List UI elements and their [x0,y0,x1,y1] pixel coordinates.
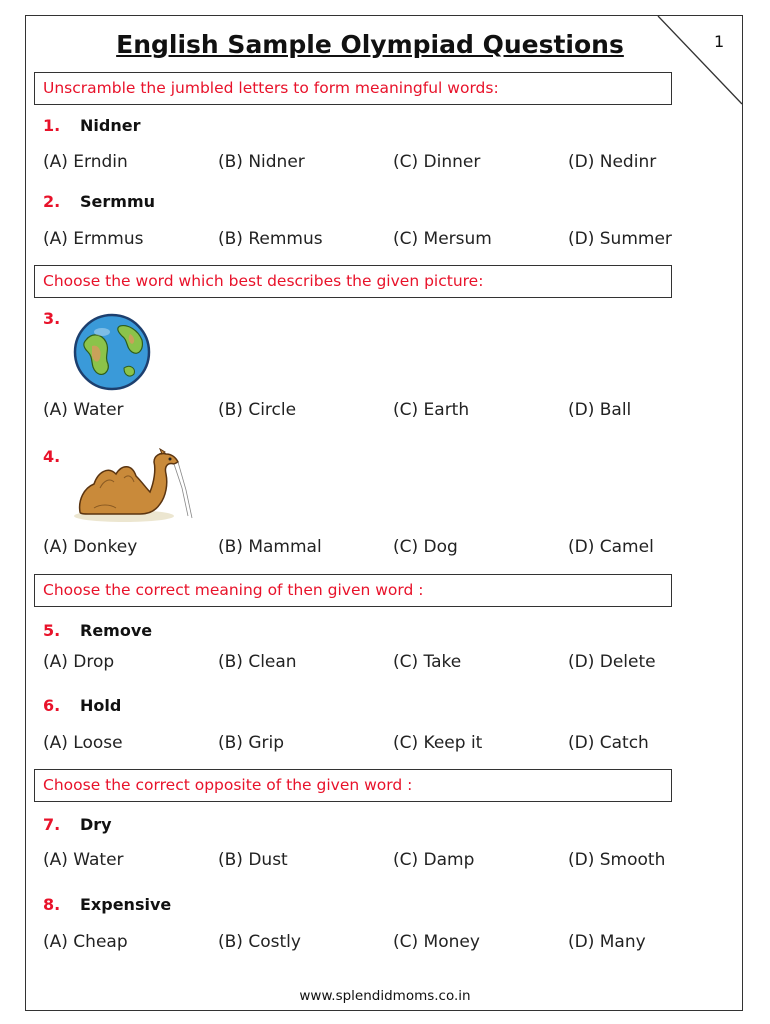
option-c: (C) Dog [393,537,458,557]
option-b: (B) Remmus [218,229,323,249]
question-word: Nidner [80,116,141,135]
section-instruction-box [34,769,672,802]
option-c: (C) Mersum [393,229,492,249]
option-a: (A) Donkey [43,537,138,557]
option-b: (B) Dust [218,850,288,870]
section-instruction: Unscramble the jumbled letters to form meaningful words: [43,79,499,97]
question-word: Hold [80,696,122,715]
question-number: 3. [43,309,61,328]
option-d: (D) Nedinr [568,152,657,172]
question-number: 6. [43,696,61,715]
option-d: (D) Ball [568,400,632,420]
option-d: (D) Camel [568,537,654,557]
option-c: (C) Earth [393,400,470,420]
option-d: (D) Catch [568,733,649,753]
option-a: (A) Erndin [43,152,128,172]
option-d: (D) Summer [568,229,672,249]
section-instruction-box [34,72,672,105]
question-number: 1. [43,116,61,135]
page-title: English Sample Olympiad Questions [116,30,624,59]
question-number: 5. [43,621,61,640]
option-a: (A) Ermmus [43,229,144,249]
option-a: (A) Cheap [43,932,128,952]
globe-icon [72,312,152,392]
question-number: 7. [43,815,61,834]
option-b: (B) Clean [218,652,297,672]
option-d: (D) Delete [568,652,656,672]
camel-icon [70,448,195,526]
option-c: (C) Keep it [393,733,483,753]
option-c: (C) Take [393,652,462,672]
option-c: (C) Damp [393,850,475,870]
question-word: Remove [80,621,153,640]
section-instruction-box [34,265,672,298]
section-instruction: Choose the word which best describes the given picture: [43,272,484,290]
option-a: (A) Water [43,850,124,870]
section-instruction: Choose the correct meaning of then given word : [43,581,424,599]
option-b: (B) Costly [218,932,301,952]
question-number: 2. [43,192,61,211]
option-b: (B) Mammal [218,537,322,557]
option-b: (B) Circle [218,400,297,420]
option-a: (A) Drop [43,652,115,672]
option-c: (C) Money [393,932,480,952]
footer-website: www.splendidmoms.co.in [299,988,471,1004]
section-instruction-box [34,574,672,607]
question-number: 4. [43,447,61,466]
question-word: Expensive [80,895,172,914]
question-number: 8. [43,895,61,914]
option-a: (A) Water [43,400,124,420]
option-b: (B) Nidner [218,152,305,172]
option-b: (B) Grip [218,733,285,753]
option-d: (D) Smooth [568,850,666,870]
question-word: Dry [80,815,112,834]
option-d: (D) Many [568,932,646,952]
option-c: (C) Dinner [393,152,481,172]
option-a: (A) Loose [43,733,123,753]
section-instruction: Choose the correct opposite of the given word : [43,776,413,794]
question-word: Sermmu [80,192,155,211]
page-number: 1 [714,32,725,51]
